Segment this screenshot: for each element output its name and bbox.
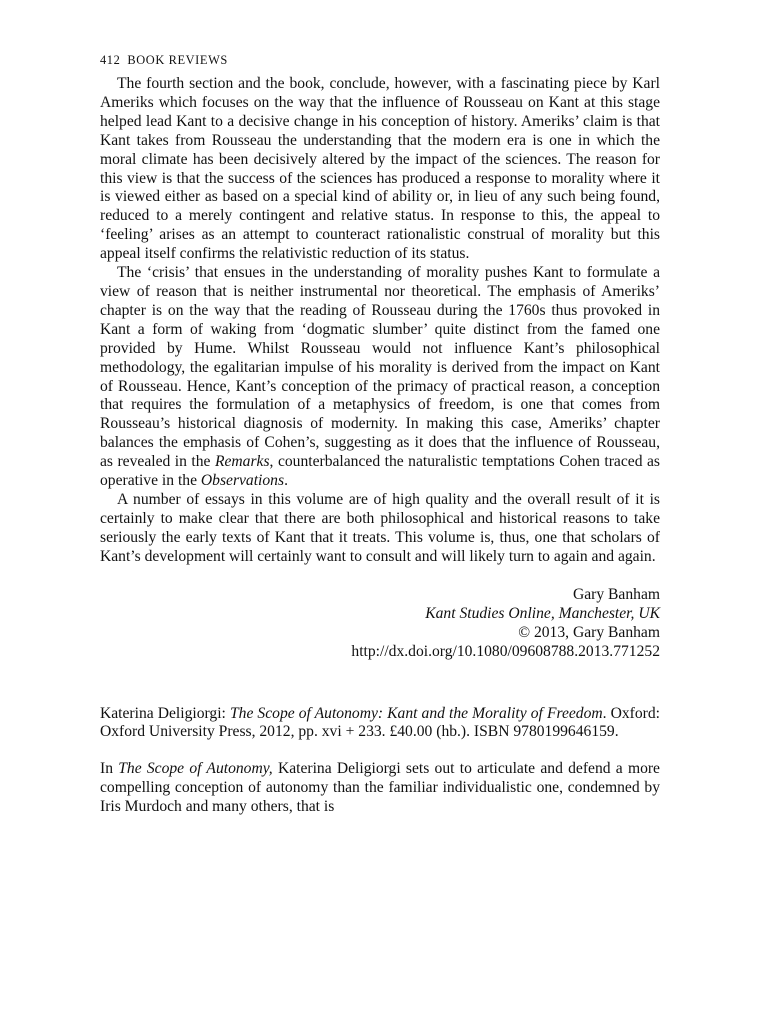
reviewer-affiliation: Kant Studies Online, Manchester, UK — [425, 604, 660, 622]
paragraph-2-text-b: , counterbalanced the naturalistic temptations Cohen traced as operative in the — [100, 453, 660, 490]
remarks-title: Remarks — [214, 453, 270, 471]
next-review-opening — [100, 760, 660, 817]
page-number: 412 — [100, 53, 121, 67]
copyright-line: © 2013, Gary Banham — [518, 623, 660, 641]
paragraph-2 — [100, 264, 660, 491]
reviewer-signature — [100, 585, 660, 661]
observations-title: Observations — [200, 472, 285, 490]
paragraph-3: A number of essays in this volume are of high quality and the overall result of it is certainly to make clear that there are both philosophical and historical reasons to take seriously the early texts of Kant that it treats. This volume is, thus, one that scholars of Kant’s development will certainly want to consult and will likely turn to again and again. — [100, 490, 660, 565]
paragraph-1: The fourth section and the book, conclude, however, with a fascinating piece by Karl Ameriks which focuses on the way that the influence of Rousseau on Kant at this stage helped lead Kant to a decisive change in his conception of history. Ameriks’ claim is that Kant takes from Rousseau the understanding that the modern era is one in which the moral climate has been decisively altered by the impact of the sciences. The reason for this view is that the success of the sciences has produced a response to morality where it is viewed either as based on a special kind of ability or, in lieu of any such being found, reduced to a merely contingent and relative status. In response to this, the appeal to ‘feeling’ arises as an attempt to counteract rationalistic construal of morality but this appeal itself confirms the relativistic reduction of its status. — [100, 75, 660, 263]
citation-title: The Scope of Autonomy: Kant and the Morality of Freedom — [229, 704, 603, 722]
citation-author: Katerina Deligiorgi: — [100, 704, 230, 722]
doi-link[interactable]: http://dx.doi.org/10.1080/09608788.2013.771252 — [351, 642, 660, 660]
citation-details: . Oxford: Oxford University Press, 2012, pp. xvi + 233. £40.00 (hb.). ISBN 9780199646159. — [100, 704, 660, 741]
next-review-citation — [100, 705, 660, 743]
paragraph-2-text-c: . — [284, 472, 288, 490]
opening-book-title: The Scope of Autonomy, — [118, 760, 273, 778]
opening-rest: Katerina Deligiorgi sets out to articulate and defend a more compelling conception of autonomy than the familiar individualistic one, condemned by Iris Murdoch and many others, that is — [100, 760, 660, 816]
running-header — [100, 52, 228, 68]
article-body — [100, 75, 660, 817]
section-title: BOOK REVIEWS — [127, 53, 228, 67]
opening-start: In — [100, 760, 119, 778]
reviewer-name: Gary Banham — [572, 585, 660, 603]
paragraph-2-text-a: The ‘crisis’ that ensues in the understanding of morality pushes Kant to formulate a view of reason that is neither instrumental nor theoretical. The emphasis of Ameriks’ chapter is on the way that the reading of Rousseau during the 1760s thus provoked in Kant a form of waking from ‘dogmatic slumber’ quite distinct from the famed one provided by Hume. Whilst Rousseau would not influence Kant’s philosophical methodology, the egalitarian impulse of his morality is derived from the impact on Kant of Rousseau. Hence, Kant’s conception of the primacy of practical reason, a conception that requires the formulation of a metaphysics of freedom, is one that comes from Rousseau’s historical diagnosis of modernity. In making this case, Ameriks’ chapter balances the emphasis of Cohen’s, suggesting as it does that the influence of Rousseau, as revealed in the — [100, 264, 660, 471]
